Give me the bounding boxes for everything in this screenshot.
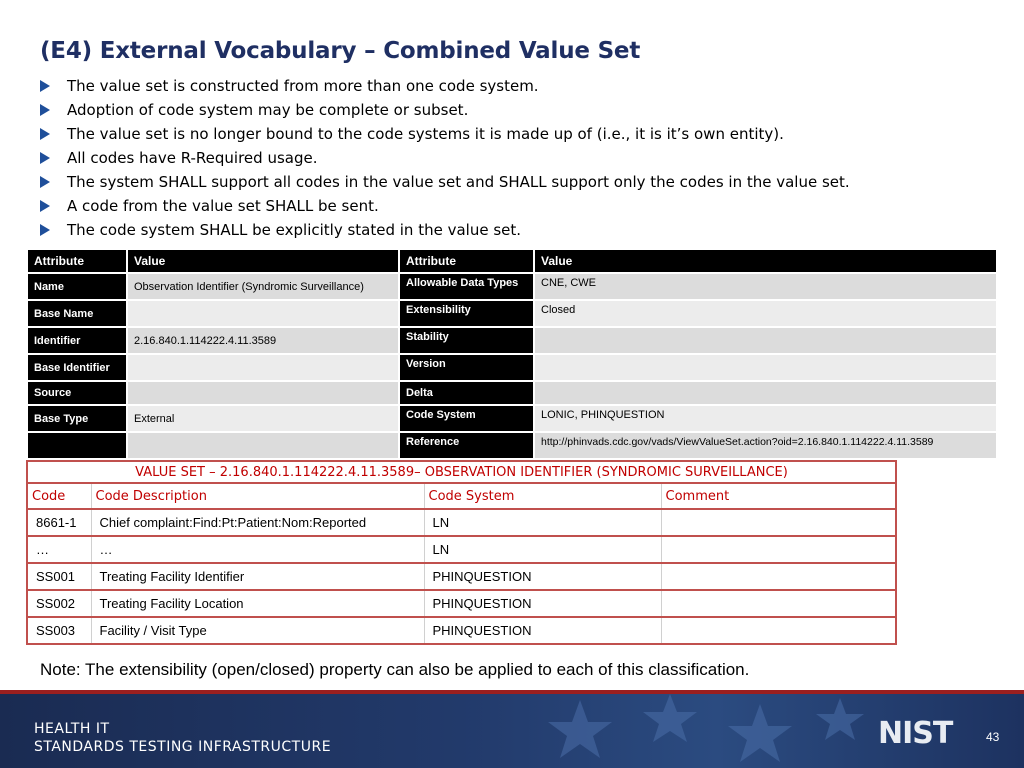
attribute-row (28, 382, 996, 404)
value-set-header-row (27, 483, 896, 509)
bullet-item (40, 146, 850, 170)
bullet-item (40, 98, 850, 122)
attribute-value: Closed (535, 301, 996, 326)
attribute-name: Base Identifier (28, 355, 126, 380)
footer-line: HEALTH IT (34, 721, 110, 737)
code-cell: SS001 (27, 563, 91, 590)
attribute-row (28, 328, 996, 353)
attribute-value (128, 355, 398, 380)
attribute-name: Extensibility (400, 301, 533, 326)
attribute-value (128, 301, 398, 326)
bullet-item (40, 74, 850, 98)
description-cell: Facility / Visit Type (91, 617, 424, 644)
code-cell: 8661-1 (27, 509, 91, 536)
comment-cell (661, 617, 896, 644)
code-cell: SS002 (27, 590, 91, 617)
note-text: Note: The extensibility (open/closed) property can also be applied to each of this classification. (40, 660, 750, 679)
bullet-text: The value set is no longer bound to the code systems it is made up of (i.e., it is it’s own entity). (67, 125, 784, 143)
attribute-name: Stability (400, 328, 533, 353)
code-system-cell: PHINQUESTION (424, 563, 661, 590)
bullet-item (40, 218, 850, 242)
attribute-row (28, 406, 996, 431)
attribute-value (128, 433, 398, 458)
description-cell: … (91, 536, 424, 563)
attributes-header-row (28, 250, 996, 272)
footer-line: STANDARDS TESTING INFRASTRUCTURE (34, 739, 332, 755)
description-cell: Treating Facility Identifier (91, 563, 424, 590)
bullet-text: All codes have R-Required usage. (67, 149, 318, 167)
attribute-value: LONIC, PHINQUESTION (535, 406, 996, 431)
table-row (27, 536, 896, 563)
bullet-text: The code system SHALL be explicitly stated in the value set. (67, 221, 522, 239)
attribute-value (535, 355, 996, 380)
arrow-bullet-icon (40, 200, 50, 212)
attribute-name: Allowable Data Types (400, 274, 533, 299)
attribute-name: Name (28, 274, 126, 299)
header-code-description: Code Description (91, 483, 424, 509)
comment-cell (661, 509, 896, 536)
arrow-bullet-icon (40, 104, 50, 116)
attribute-value: External (128, 406, 398, 431)
attributes-table (26, 248, 998, 460)
arrow-bullet-icon (40, 224, 50, 236)
attribute-row (28, 433, 996, 458)
comment-cell (661, 536, 896, 563)
header-value: Value (128, 250, 398, 272)
code-system-cell: PHINQUESTION (424, 617, 661, 644)
bullet-text: A code from the value set SHALL be sent. (67, 197, 379, 215)
arrow-bullet-icon (40, 176, 50, 188)
code-cell: … (27, 536, 91, 563)
nist-logo: NIST (878, 716, 953, 751)
table-row (27, 590, 896, 617)
attribute-name: Source (28, 382, 126, 404)
bullet-item (40, 170, 850, 194)
attribute-name: Base Name (28, 301, 126, 326)
slide-title: (E4) External Vocabulary – Combined Value Set (40, 38, 641, 64)
attribute-name: Identifier (28, 328, 126, 353)
page-number: 43 (986, 730, 1000, 744)
attribute-value (535, 328, 996, 353)
header-comment: Comment (661, 483, 896, 509)
footer-program-title (34, 720, 331, 756)
value-set-caption-row (27, 461, 896, 483)
attribute-value: 2.16.840.1.114222.4.11.3589 (128, 328, 398, 353)
description-cell: Treating Facility Location (91, 590, 424, 617)
attribute-name: Version (400, 355, 533, 380)
reference-url: http://phinvads.cdc.gov/vads/ViewValueSet.action?oid=2.16.840.1.114222.4.11.3589 (535, 433, 996, 458)
attribute-name: Reference (400, 433, 533, 458)
arrow-bullet-icon (40, 152, 50, 164)
attribute-row (28, 274, 996, 299)
table-row (27, 617, 896, 644)
attribute-name: Base Type (28, 406, 126, 431)
attribute-row (28, 355, 996, 380)
value-set-table (26, 460, 897, 645)
arrow-bullet-icon (40, 80, 50, 92)
attribute-value (535, 382, 996, 404)
bullet-item (40, 194, 850, 218)
bullet-list (40, 74, 850, 242)
stars-decoration-icon (520, 690, 880, 768)
bullet-text: The system SHALL support all codes in the value set and SHALL support only the codes in the value set. (67, 173, 850, 191)
attribute-name: Delta (400, 382, 533, 404)
description-cell: Chief complaint:Find:Pt:Patient:Nom:Reported (91, 509, 424, 536)
value-set-caption: VALUE SET – 2.16.840.1.114222.4.11.3589– OBSERVATION IDENTIFIER (SYNDROMIC SURVEILLANCE) (27, 461, 896, 483)
bullet-text: The value set is constructed from more than one code system. (67, 77, 539, 95)
code-system-cell: LN (424, 536, 661, 563)
attribute-value (128, 382, 398, 404)
bullet-item (40, 122, 850, 146)
header-value: Value (535, 250, 996, 272)
code-system-cell: PHINQUESTION (424, 590, 661, 617)
attribute-value: CNE, CWE (535, 274, 996, 299)
attribute-name (28, 433, 126, 458)
table-row (27, 563, 896, 590)
footer-banner (0, 690, 1024, 768)
comment-cell (661, 590, 896, 617)
header-code: Code (27, 483, 91, 509)
code-system-cell: LN (424, 509, 661, 536)
header-attribute: Attribute (400, 250, 533, 272)
comment-cell (661, 563, 896, 590)
header-attribute: Attribute (28, 250, 126, 272)
code-cell: SS003 (27, 617, 91, 644)
arrow-bullet-icon (40, 128, 50, 140)
attribute-row (28, 301, 996, 326)
attribute-name: Code System (400, 406, 533, 431)
header-code-system: Code System (424, 483, 661, 509)
bullet-text: Adoption of code system may be complete or subset. (67, 101, 469, 119)
table-row (27, 509, 896, 536)
attribute-value: Observation Identifier (Syndromic Surveillance) (128, 274, 398, 299)
